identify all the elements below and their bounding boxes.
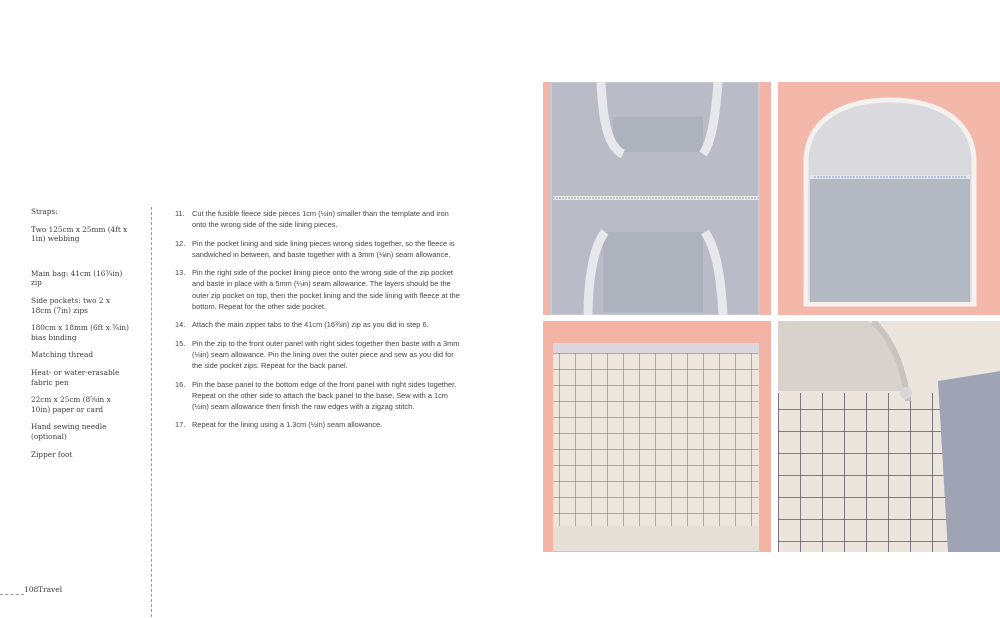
step-text: Pin the pocket lining and side lining pieces wrong sides together, so the fleece is sandwiched in between, and baste together with a 3mm (⅛in) seam allowance.	[192, 238, 455, 259]
materials-spacer	[31, 252, 131, 269]
materials-list	[31, 207, 131, 467]
materials-item: Main bag: 41cm (16¾in) zip	[31, 268, 123, 288]
footer-rule	[0, 594, 24, 595]
page-footer	[0, 585, 150, 597]
materials-item: Two 125cm x 25mm (4ft x 1in) webbing	[31, 224, 128, 244]
step-number: 16.	[175, 379, 186, 389]
step-item	[175, 338, 465, 372]
materials-item: Heat- or water-erasable fabric pen	[31, 367, 120, 387]
step-number: 11.	[175, 209, 185, 218]
step-number: 13.	[175, 268, 186, 278]
step-item	[175, 238, 465, 261]
materials-item: Zipper foot	[31, 449, 73, 459]
materials-item: 180cm x 18mm (6ft x ¾in) bias binding	[31, 323, 129, 342]
step-number: 14.	[175, 320, 186, 330]
step-number: 15.	[175, 338, 186, 348]
step-text: Pin the right side of the pocket lining piece onto the wrong side of the zip pocket and baste in place with a 5mm (¼in) seam allowance. The layers should be the outer zip pocket on top, then the pocket lining and the side lining with fleece at the bottom. Repeat for the other side pocket.	[192, 268, 460, 312]
step-number: 12.	[175, 238, 186, 248]
step-number: 17.	[175, 420, 186, 430]
step-text: Cut the fusible fleece side pieces 1cm (½in) smaller than the template and iron onto the wrong side of the side lining pieces.	[192, 209, 449, 230]
photo-side-pocket	[778, 82, 1000, 315]
column-divider	[151, 207, 152, 617]
photo-panel-with-straps	[543, 82, 771, 315]
materials-item: 22cm x 25cm (8⅝in x 10in) paper or card	[31, 395, 111, 414]
page-number: 108	[24, 585, 39, 594]
materials-heading: Straps:	[31, 207, 58, 216]
step-item	[175, 379, 465, 413]
instruction-steps	[175, 208, 465, 438]
step-text: Pin the zip to the front outer panel with right sides together then baste with a 3mm (⅛in) seam allowance. Pin the lining over the outer piece and sew as you did for the side pocket zips. Repeat for the back panel.	[192, 338, 460, 371]
step-item	[175, 208, 465, 231]
step-item	[175, 319, 465, 330]
materials-item: Hand sewing needle (optional)	[31, 422, 107, 441]
step-text: Repeat for the lining using a 1.3cm (½in) seam allowance.	[192, 420, 383, 430]
photo-zip-closeup	[778, 321, 1000, 552]
materials-item: Side pockets: two 2 x 18cm (7in) zips	[31, 295, 110, 315]
step-text: Pin the base panel to the bottom edge of the front panel with right sides together. Repeat on the other side to attach the back panel to the base. Sew with a 1cm (½in) seam allowance then finish the raw edges with a zigzag stitch.	[192, 379, 457, 412]
photo-linen-panel	[543, 321, 771, 552]
materials-item: Matching thread	[31, 350, 94, 360]
step-item	[175, 267, 465, 312]
step-text: Attach the main zipper tabs to the 41cm (16¾in) zip as you did in step 6.	[192, 320, 429, 330]
step-item	[175, 419, 465, 430]
section-name: Travel	[38, 585, 63, 594]
